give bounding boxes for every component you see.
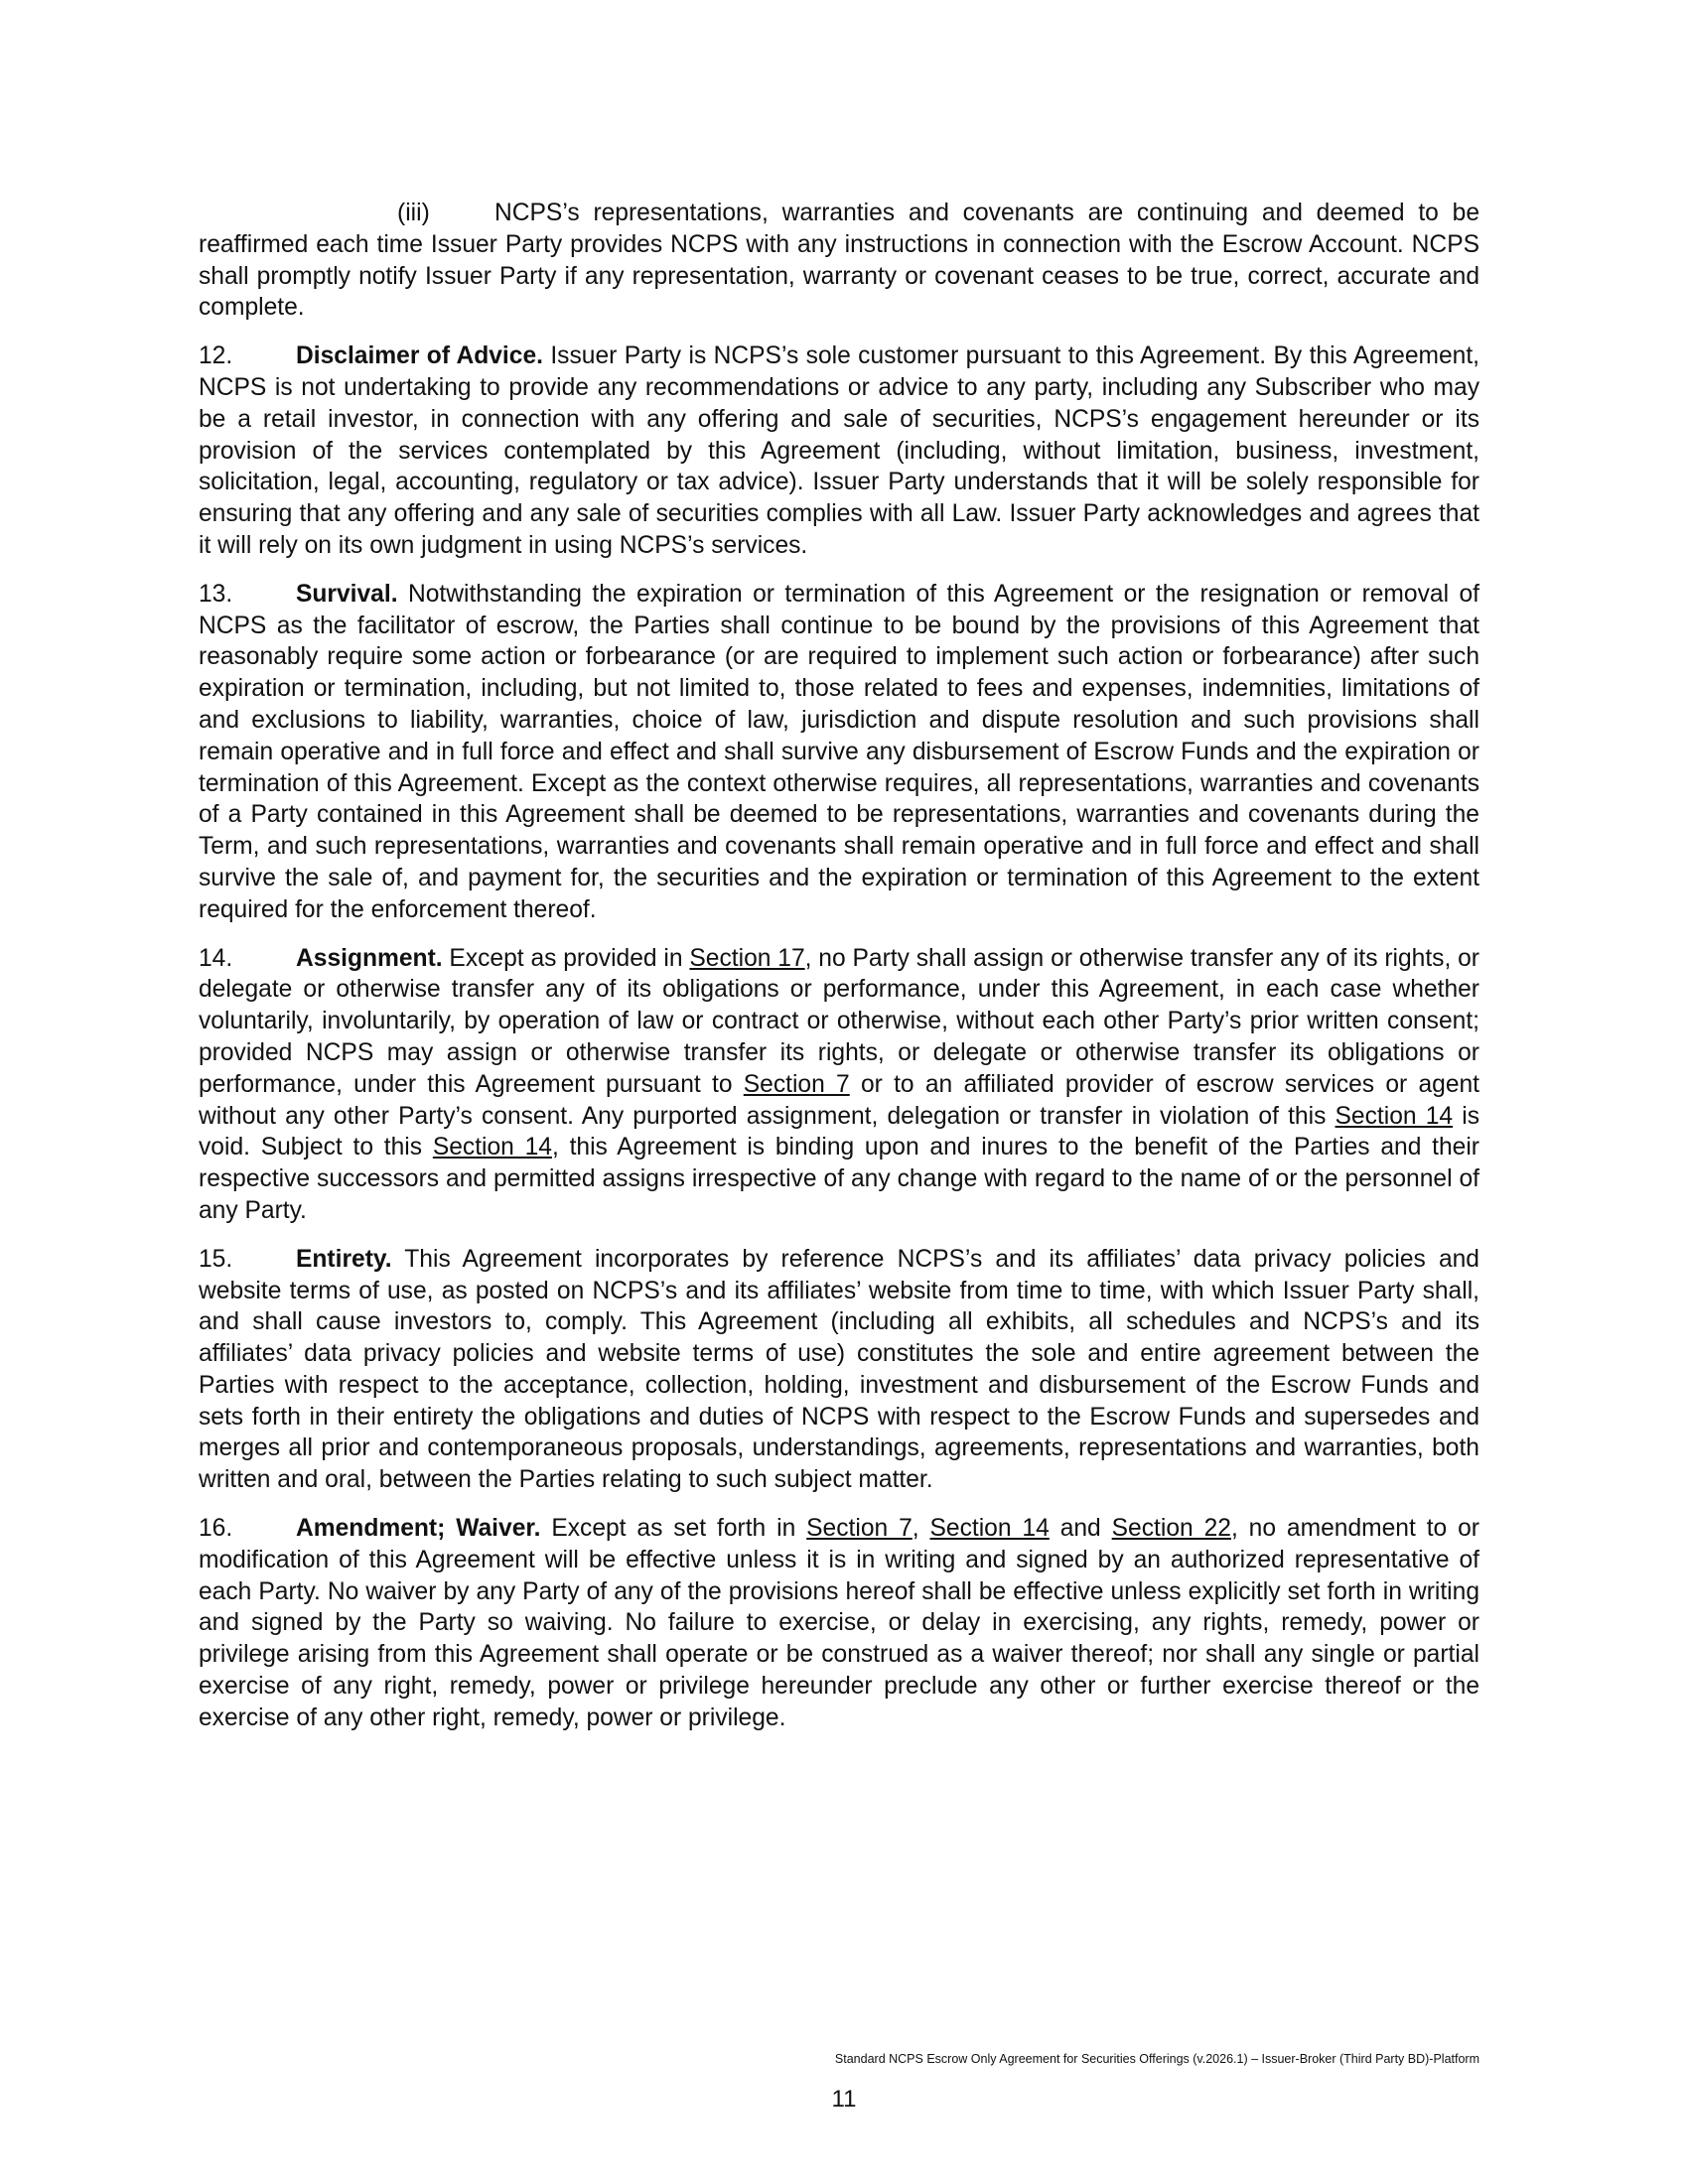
section-text: Except as set forth in xyxy=(540,1515,807,1543)
section-14-assignment xyxy=(199,943,1479,1227)
section-text: , no Party shall assign or otherwise transfer any of its rights, or delegate or otherwise transfer any of its obligations or performance, under this Agreement, in each case whether voluntarily, involuntarily, by operation of law or contract or otherwise, without each other Party’s prior written consent; provided NCPS may assign or otherwise transfer its rights, or delegate or otherwise transfer its obligations or performance, under this Agreement pursuant to xyxy=(199,944,1479,1098)
section-text: and xyxy=(1049,1515,1112,1543)
section-12-disclaimer-of-advice xyxy=(199,341,1479,562)
page-number: 11 xyxy=(831,2086,857,2113)
section-text: is void. Subject to this xyxy=(199,1102,1479,1161)
section-text: Notwithstanding the expiration or termination of this Agreement or the resignation or removal of NCPS as the facilitator of escrow, the Parties shall continue to be bound by the provisions of this Agreement that reasonably require some action or forbearance (or are required to implement such action or forbearance) after such expiration or termination, including, but not limited to, those related to fees and expenses, indemnities, limitations of and exclusions to liability, warranties, choice of law, jurisdiction and dispute resolution and such provisions shall remain operative and in full force and effect and shall survive any disbursement of Escrow Funds and the expiration or termination of this Agreement. Except as the context otherwise requires, all representations, warranties and covenants of a Party contained in this Agreement shall be deemed to be representations, warranties and covenants during the Term, and such representations, warranties and covenants shall remain operative and in full force and effect and shall survive the sale of, and payment for, the securities and the expiration or termination of this Agreement to the extent required for the enforcement thereof. xyxy=(199,580,1479,923)
section-text: This Agreement incorporates by reference NCPS’s and its affiliates’ data privacy policies and website terms of use, as posted on NCPS’s and its affiliates’ website from time to time, with which Issuer Party shall, and shall cause investors to, comply. This Agreement (including all exhibits, all schedules and NCPS’s and its affiliates’ data privacy policies and website terms of use) constitutes the sole and entire agreement between the Parties with respect to the acceptance, collection, holding, investment and disbursement of the Escrow Funds and sets forth in their entirety the obligations and duties of NCPS with respect to the Escrow Funds and supersedes and merges all prior and contemporaneous proposals, understandings, agreements, representations and warranties, both written and oral, between the Parties relating to such subject matter. xyxy=(199,1245,1479,1494)
section-text: Except as provided in xyxy=(442,944,690,972)
footer-document-title: Standard NCPS Escrow Only Agreement for Securities Offerings (v.2026.1) – Issuer-Broker (Third Party BD)-Platform xyxy=(834,2052,1479,2066)
section-16-amendment-waiver xyxy=(199,1513,1479,1734)
section-text: Issuer Party is NCPS’s sole customer pursuant to this Agreement. By this Agreement, NCPS is not undertaking to provide any recommendations or advice to any party, including any Subscriber who may be a retail investor, in connection with any offering and sale of securities, NCPS’s engagement hereunder or its provision of the services contemplated by this Agreement (including, without limitation, business, investment, solicitation, legal, accounting, regulatory or tax advice). Issuer Party understands that it will be solely responsible for ensuring that any offering and any sale of securities complies with all Law. Issuer Party acknowledges and agrees that it will rely on its own judgment in using NCPS’s services. xyxy=(199,342,1480,559)
section-text: , no amendment to or modification of this Agreement will be effective unless it is in writing and signed by an authorized representative of each Party. No waiver by any Party of any of the provisions hereof shall be effective unless explicitly set forth in writing and signed by the Party so waiving. No failure to exercise, or delay in exercising, any rights, remedy, power or privilege arising from this Agreement shall operate or be construed as a waiver thereof; nor shall any single or partial exercise of any right, remedy, power or privilege hereunder preclude any other or further exercise thereof or the exercise of any other right, remedy, power or privilege. xyxy=(199,1515,1479,1731)
section-cross-reference: Section 17 xyxy=(689,944,805,972)
section-number: 14. xyxy=(199,944,233,972)
section-text: or to an affiliated provider of escrow services or agent without any other Party’s consent. Any purported assignment, delegation or transfer in violation of this xyxy=(199,1070,1480,1130)
section-number: 15. xyxy=(199,1245,233,1273)
section-cross-reference: Section 14 xyxy=(432,1134,552,1161)
document-body xyxy=(199,198,1479,1751)
section-heading: Survival. xyxy=(296,580,398,608)
section-heading: Amendment; Waiver. xyxy=(296,1515,541,1543)
section-heading: Entirety. xyxy=(296,1245,392,1273)
section-text: , this Agreement is binding upon and inures to the benefit of the Parties and their respective successors and permitted assigns irrespective of any change with regard to the name of or the personnel of any Party. xyxy=(199,1134,1479,1224)
section-number: 13. xyxy=(199,580,233,608)
section-cross-reference: Section 7 xyxy=(806,1515,913,1543)
section-number: 16. xyxy=(199,1515,233,1543)
section-13-survival xyxy=(199,579,1479,926)
section-number: 12. xyxy=(199,342,233,370)
section-cross-reference: Section 7 xyxy=(743,1070,850,1098)
section-cross-reference: Section 14 xyxy=(1335,1102,1454,1130)
paragraph-text: NCPS’s representations, warranties and covenants are continuing and deemed to be reaffirmed each time Issuer Party provides NCPS with any instructions in connection with the Escrow Account. NCPS shall promptly notify Issuer Party if any representation, warranty or covenant ceases to be true, correct, accurate and complete. xyxy=(199,200,1479,322)
paragraph-iii xyxy=(199,198,1479,324)
section-heading: Disclaimer of Advice. xyxy=(296,342,543,370)
paragraph-number: (iii) xyxy=(397,200,430,226)
section-heading: Assignment. xyxy=(296,944,443,972)
section-text: , xyxy=(912,1515,930,1543)
section-cross-reference: Section 22 xyxy=(1111,1515,1231,1543)
section-cross-reference: Section 14 xyxy=(929,1515,1050,1543)
section-15-entirety xyxy=(199,1244,1479,1496)
